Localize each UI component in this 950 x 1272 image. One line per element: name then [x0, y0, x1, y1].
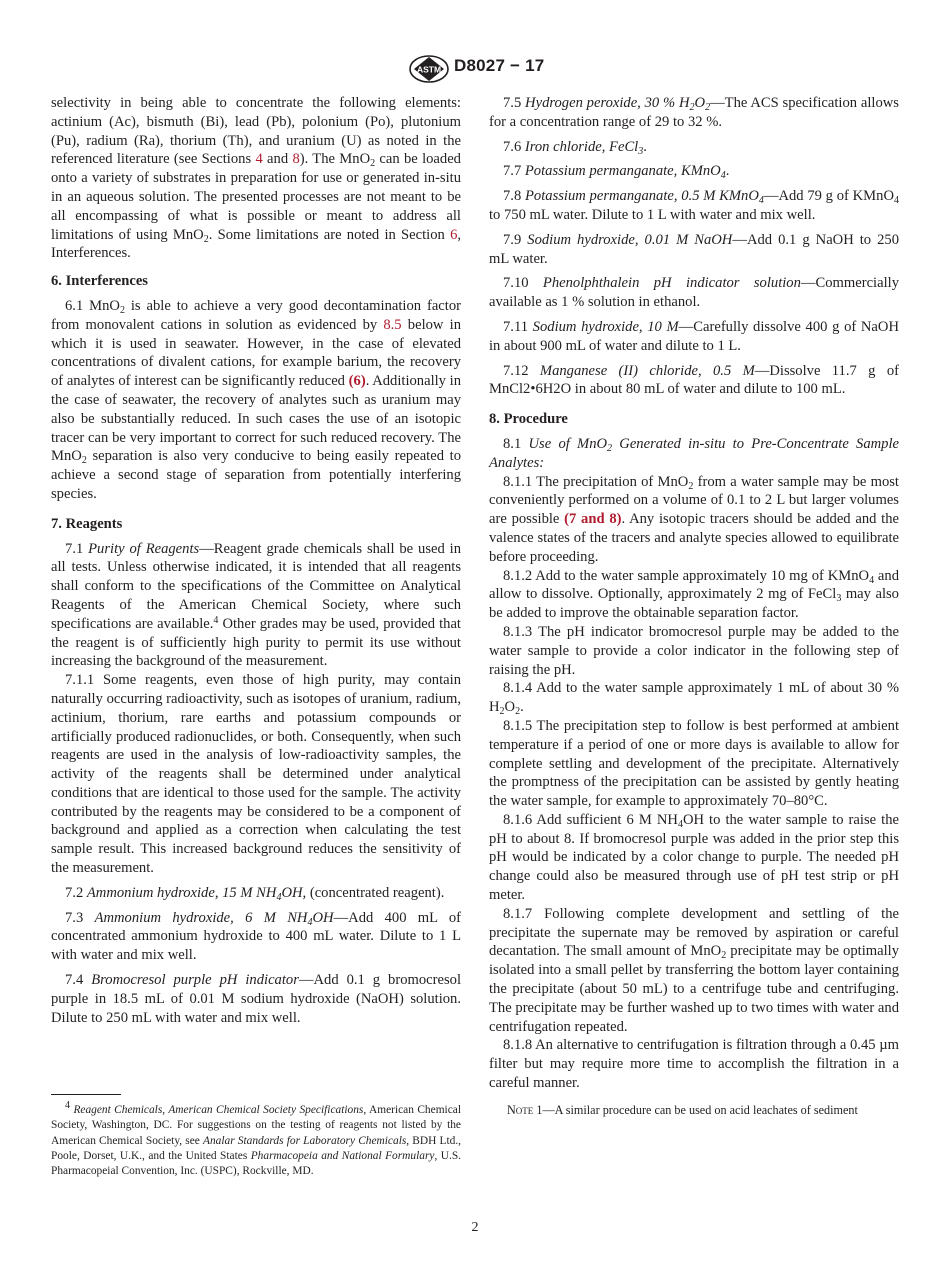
svg-text:ASTM: ASTM [416, 64, 442, 75]
paragraph-8-1: 8.1 Use of MnO$_2$ Generated in-situ to Pre-Concentrate Sample Analytes: [489, 435, 900, 471]
paragraph-7-2: 7.2 Ammonium hydroxide, 15 M $NH_4OH$, (concentrated reagent). [65, 884, 445, 903]
paragraph-8-1-8: 8.1.8 An alternative to centrifugation is filtration through a 0.45 µm filter but may require more time to accomplish the filtration in a careful manner. [489, 1037, 899, 1092]
footnote-4: $^4$ Reagent Chemicals, American Chemical Society Specifications, American Chemical Society, Washington, DC. For suggestions on the testing of reagents not listed by the American Chemical Society, see Analar Standards for Laboratory Chemicals, BDH Ltd., Poole, Dorset, U.K., and the United States Pharmacopeia and National Formulary, U.S. Pharmacopeial Convention, Inc. (USPC), Rockville, MD. [51, 1100, 462, 1178]
astm-logo-icon [408, 54, 450, 84]
section-heading-interferences: 6. Interferences [51, 273, 148, 290]
paragraph-7-1: 7.1 Purity of Reagents—Reagent grade chemicals shall be used in all tests. Unless otherwise indicated, it is intended that all reagents shall conform to the specifications of the Committee on Analytical Reagents of the American Chemical Society, where such specifications are available.$^4$ Other grades may be used, provided that the reagent is of sufficiently high purity to permit its use without increasing the background of the measurement. [51, 540, 462, 670]
paragraph-6-1: 6.1 MnO$_2$ is able to achieve a very good decontamination factor from monovalent cations in solution as evidenced by 8.5 below in which it is used in seawater. However, in the case of elevated concentrations of divalent cations, for example barium, the recovery of analytes of interest can be significantly reduced (6). Additionally in the case of seawater, the recovery of analytes such as uranium may also be substantially reduced. In such cases the use of an isotopic tracer can be very important to correct for such reduced recovery. The MnO$_2$ separation is also very conducive to being easily repeated to achieve a second stage of separation from potentially interfering species. [51, 297, 462, 502]
section-heading-reagents: 7. Reagents [51, 515, 123, 532]
note-1: Note 1—A similar procedure can be used on acid leachates of sediment [507, 1102, 858, 1117]
intro-paragraph: selectivity in being able to concentrate the following elements: actinium (Ac), bismuth (Bi), lead (Pb), polonium (Po), plutonium (Pu), radium (Ra), thorium (Th), and uranium (U) as noted in the referenced literature (see Sections 4 and 8). The MnO$_2$ can be loaded onto a variety of substrates in preparation for use or generated in-situ in an aqueous solution. The presented processes are not meant to be all encompassing of what is possible or meant to address all limitations of using MnO$_2$. Some limitations are noted in Section 6, Interferences. [51, 95, 462, 262]
reference-link-7-and-8[interactable]: (7 and 8) [564, 511, 622, 528]
section-link-4[interactable]: 4 [255, 151, 263, 168]
paragraph-8-1-1: 8.1.1 The precipitation of MnO$_2$ from a water sample may be most conveniently performed on a volume of 0.1 to 2 L but larger volumes are possible (7 and 8). Any isotopic tracers should be added and the valence states of the tracers and analyte species allowed to equilibrate before proceeding. [489, 473, 900, 565]
section-link-6[interactable]: 6 [450, 226, 458, 243]
paragraph-8-1-5: 8.1.5 The precipitation step to follow is best performed at ambient temperature if a period of one or more days is available to allow for complete settling and development of the precipitate. Alternatively the promptness of the precipitation can be assisted by gently heating the water sample, for example to approximately 70–80°C. [489, 717, 899, 810]
paragraph-7-12: 7.12 Manganese (II) chloride, 0.5 M—Dissolve 11.7 g of MnCl2•6H2O in about 80 mL of water and dilute to 100 mL. [489, 362, 899, 398]
page-number: 2 [471, 1220, 479, 1235]
paragraph-7-3: 7.3 Ammonium hydroxide, 6 M $NH_4OH—Add$ 400 mL of concentrated ammonium hydroxide to 400 mL water. Dilute to 1 L with water and mix well. [51, 909, 461, 964]
paragraph-7-4: 7.4 Bromocresol purple pH indicator—Add 0.1 g bromocresol purple in 18.5 mL of 0.01 M sodium hydroxide (NaOH) solution. Dilute to 250 mL with water and mix well. [51, 972, 462, 1026]
reference-link-6[interactable]: (6) [348, 373, 366, 390]
footnote-ref-4: 4 [213, 614, 219, 626]
paragraph-7-6: 7.6 Iron chloride, FeCl$_3$. [503, 138, 647, 157]
footnote-divider [51, 1094, 121, 1095]
left-column [51, 94, 461, 1027]
paragraph-8-1-4: 8.1.4 Add to the water sample approximately 1 mL of about 30 % $H_2O_2$. [489, 680, 899, 718]
paragraph-7-5: 7.5 Hydrogen peroxide, 30 % $H_2O_2—The$ ACS specification allows for a concentration range of 29 to 32 %. [489, 95, 899, 130]
paragraph-8-1-2: 8.1.2 Add to the water sample approximately 10 mg of KMnO$_4$ and allow to dissolve. Optionally, approximately 2 mg of FeCl$_3$ may also be added to improve the obtainable separation factor. [489, 567, 899, 622]
section-heading-procedure: 8. Procedure [489, 411, 568, 428]
paragraph-7-8: 7.8 Potassium permanganate, 0.5 M KMnO$_4$—Add 79 g of KMnO$_4$ to 750 mL water. Dilute to 1 L with water and mix well. [489, 188, 899, 223]
standard-designation: D8027 − 17 [454, 56, 545, 75]
paragraph-7-7: 7.7 Potassium permanganate, KMnO$_4$. [503, 163, 730, 182]
paragraph-7-9: 7.9 Sodium hydroxide, 0.01 M NaOH—Add 0.1 g NaOH to 250 mL water. [489, 231, 900, 267]
paragraph-8-1-3: 8.1.3 The pH indicator bromocresol purple may be added to the water sample to provide a color indicator in the following step of raising the pH. [489, 623, 899, 678]
right-column [489, 94, 899, 1118]
paragraph-8-1-6: 8.1.6 Add sufficient 6 M $NH_4OH$ to the water sample to raise the pH to about 8. If bromocresol purple was added in the prior step this pH would be indicated by a color change to purple. The needed pH change could also be measured through use of pH test strip or pH meter. [489, 811, 899, 904]
paragraph-8-1-7: 8.1.7 Following complete development and settling of the precipitate the supernate may be removed by aspiration or careful decantation. The small amount of MnO$_2$ precipitate may be optimally isolated into a small pellet by transferring the bottom layer containing the precipitate (about 50 mL) to a centrifuge tube and centrifuging. The precipitate may be further washed up to two times with water and centrifugation repeated. [489, 905, 899, 1035]
footnote [51, 1100, 462, 1179]
paragraph-7-10: 7.10 Phenolphthalein pH indicator solution—Commercially available as 1 % solution in ethanol. [489, 275, 899, 311]
section-link-8[interactable]: 8 [292, 151, 300, 168]
paragraph-7-11: 7.11 Sodium hydroxide, 10 M—Carefully dissolve 400 g of NaOH in about 900 mL of water and dilute to 1 L. [489, 318, 899, 354]
page-header [0, 54, 950, 84]
section-link-8-5[interactable]: 8.5 [383, 316, 402, 333]
paragraph-7-1-1: 7.1.1 Some reagents, even those of high purity, may contain naturally occurring radioactivity, such as isotopes of uranium, radium, actinium, thorium, rare earths and potassium compounds or artificially produced radionuclides, or both. Consequently, when such reagents are used in the analysis of low-radioactivity samples, the activity of the reagents shall be determined under analytical conditions that are identical to those used for the sample. The activity contributed by the reagents may be considered to be a component of background and applied as a correction when calculating the test sample result. This increased background reduces the sensitivity of the measurement. [51, 672, 461, 877]
